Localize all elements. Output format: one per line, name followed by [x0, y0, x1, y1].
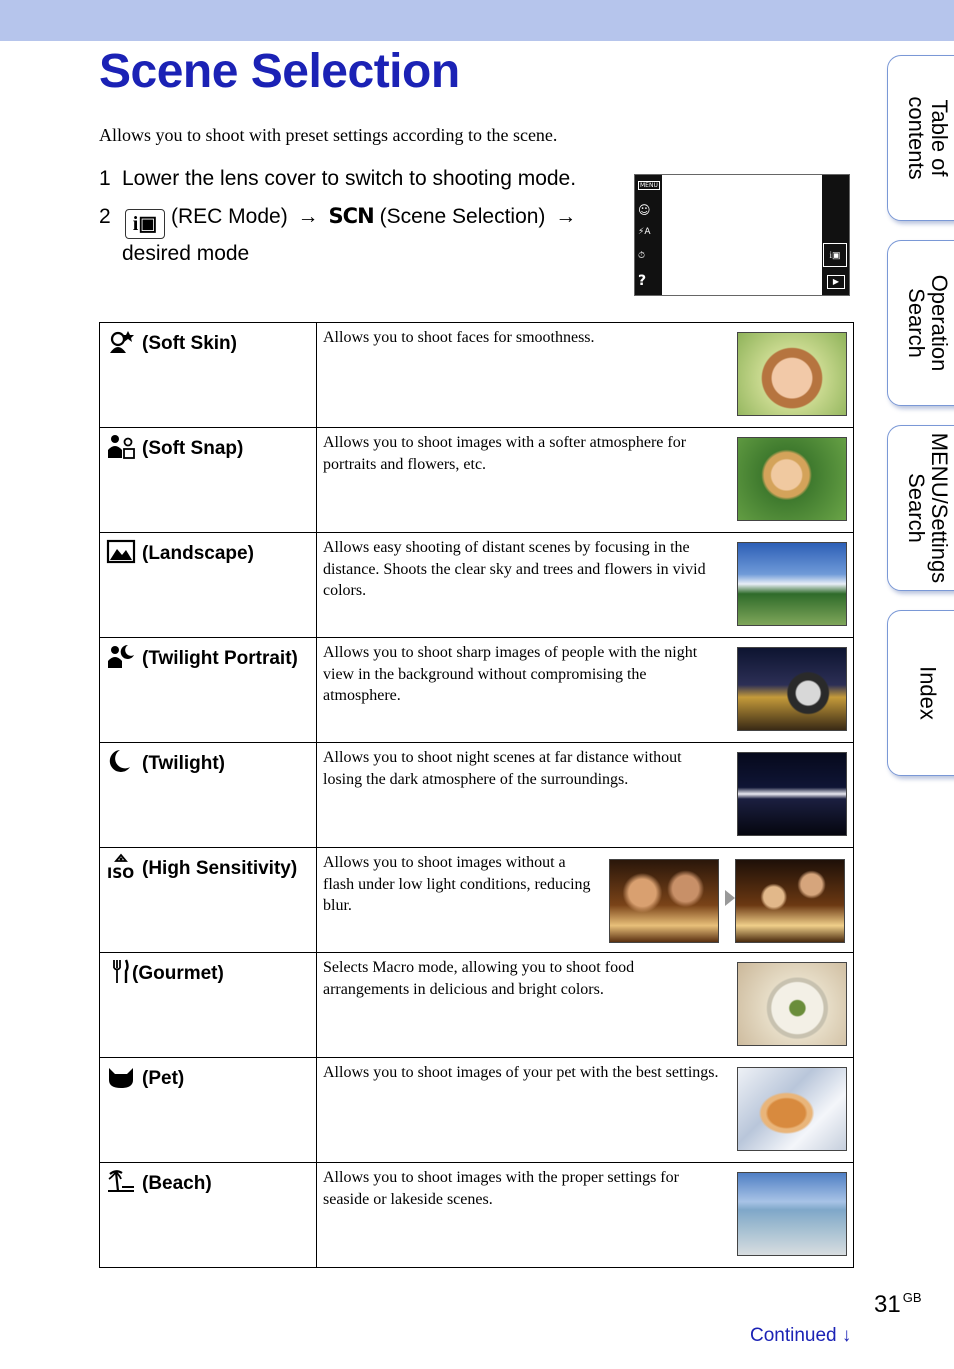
- step-number: 2: [99, 205, 111, 228]
- mode-name-cell: ISO (High Sensitivity): [100, 848, 317, 953]
- table-row: [100, 743, 854, 848]
- mode-description: Allows you to shoot images without a flash under low light conditions, reducing blur.: [323, 854, 591, 914]
- mode-name-cell: (Twilight): [100, 743, 317, 848]
- table-row: [100, 953, 854, 1058]
- landscape-icon: [106, 537, 136, 565]
- camera-screen-illustration: [634, 174, 850, 296]
- table-row: [100, 848, 854, 953]
- mode-description-cell: [317, 638, 854, 743]
- table-row: [100, 533, 854, 638]
- arrow-right-icon: →: [297, 205, 319, 228]
- mode-name-cell: (Pet): [100, 1058, 317, 1163]
- table-row: [100, 638, 854, 743]
- mode-description: Allows you to shoot night scenes at far distance without losing the dark atmosphere of the surroundings.: [323, 749, 682, 788]
- rec-mode-text: (REC Mode): [171, 205, 288, 228]
- help-icon: ?: [638, 273, 647, 289]
- step-2: [99, 202, 619, 268]
- playback-icon: ▶: [827, 275, 845, 289]
- soft-snap-icon: [106, 432, 136, 460]
- top-banner: [0, 0, 954, 41]
- table-row: [100, 323, 854, 428]
- pet-sample-photo: [737, 1067, 847, 1151]
- page-title: Scene Selection: [99, 45, 460, 98]
- high-sensitivity-icon: [106, 852, 136, 880]
- soft-skin-icon: [106, 327, 136, 355]
- mode-description: Allows you to shoot images with the proper settings for seaside or lakeside scenes.: [323, 1169, 679, 1208]
- mode-description: Selects Macro mode, allowing you to shoot food arrangements in delicious and bright colors.: [323, 959, 635, 998]
- landscape-sample-photo: [737, 542, 847, 626]
- pet-icon: [106, 1062, 136, 1090]
- mode-description-cell: [317, 953, 854, 1058]
- mode-description-cell: [317, 848, 854, 953]
- twilight-portrait-icon: [106, 642, 136, 670]
- scene-selection-icon: SCN: [328, 204, 374, 228]
- scene-selection-text: (Scene Selection): [379, 205, 546, 228]
- mode-description-cell: [317, 1058, 854, 1163]
- arrow-down-icon: ↓: [841, 1325, 852, 1346]
- table-row: [100, 1058, 854, 1163]
- scene-modes-table: [99, 322, 854, 1268]
- mode-description-cell: [317, 428, 854, 533]
- smile-icon: ☺: [638, 203, 651, 217]
- table-row: [100, 428, 854, 533]
- mode-name-cell: (Soft Snap): [100, 428, 317, 533]
- flash-auto-icon: ⚡A: [638, 227, 651, 237]
- twilight-portrait-sample-photo: [737, 647, 847, 731]
- desired-mode-text: desired mode: [122, 242, 250, 265]
- mode-name-cell: (Soft Skin): [100, 323, 317, 428]
- soft-skin-sample-photo: [737, 332, 847, 416]
- table-row: [100, 1163, 854, 1268]
- step-1: [99, 167, 576, 191]
- beach-sample-photo: [737, 1172, 847, 1256]
- arrow-right-icon: [725, 890, 735, 906]
- mode-name-cell: (Landscape): [100, 533, 317, 638]
- mode-description: Allows easy shooting of distant scenes by focusing in the distance. Shoots the clear sky and trees and flowers in vivid colors.: [323, 539, 706, 599]
- step-text: Lower the lens cover to switch to shooting mode.: [122, 167, 577, 190]
- mode-description-cell: [317, 743, 854, 848]
- tab-index[interactable]: Index: [887, 610, 954, 776]
- gourmet-icon: [106, 957, 126, 985]
- mode-description: Allows you to shoot faces for smoothness.: [323, 329, 595, 346]
- mode-description-cell: [317, 1163, 854, 1268]
- mode-description: Allows you to shoot sharp images of people with the night view in the background without compromising the atmosphere.: [323, 644, 698, 704]
- tab-table-of-contents[interactable]: Table of contents: [887, 55, 954, 221]
- high-sensitivity-after-photo: [735, 859, 845, 943]
- gourmet-sample-photo: [737, 962, 847, 1046]
- mode-description-cell: [317, 323, 854, 428]
- mode-description-cell: [317, 533, 854, 638]
- intro-text: Allows you to shoot with preset settings according to the scene.: [99, 125, 558, 145]
- svg-text:ISO: ISO: [107, 866, 135, 880]
- screen-left-strip: [635, 175, 662, 295]
- rec-mode-button-icon: i▣: [823, 243, 847, 267]
- self-timer-off-icon: ⏱: [638, 251, 646, 261]
- mode-name-cell: (Beach): [100, 1163, 317, 1268]
- mode-name-cell: (Gourmet): [100, 953, 317, 1058]
- twilight-icon: [106, 747, 136, 775]
- mode-name-cell: (Twilight Portrait): [100, 638, 317, 743]
- mode-description: Allows you to shoot images with a softer atmosphere for portraits and flowers, etc.: [323, 434, 687, 473]
- tab-operation-search[interactable]: Operation Search: [887, 240, 954, 406]
- high-sensitivity-before-photo: [609, 859, 719, 943]
- page-number: 31 $^{GB}$: [874, 1290, 922, 1318]
- soft-snap-sample-photo: [737, 437, 847, 521]
- mode-description: Allows you to shoot images of your pet with the best settings.: [323, 1064, 719, 1081]
- arrow-right-icon: →: [555, 205, 577, 228]
- menu-icon: MENU: [640, 182, 658, 189]
- beach-icon: [106, 1167, 136, 1195]
- tab-menu-settings-search[interactable]: MENU/Settings Search: [887, 425, 954, 591]
- screen-right-strip: [822, 175, 849, 295]
- twilight-sample-photo: [737, 752, 847, 836]
- step-number: 1: [99, 167, 111, 190]
- rec-mode-icon: i▣: [125, 209, 165, 239]
- continued-link[interactable]: Continued ↓: [750, 1325, 852, 1346]
